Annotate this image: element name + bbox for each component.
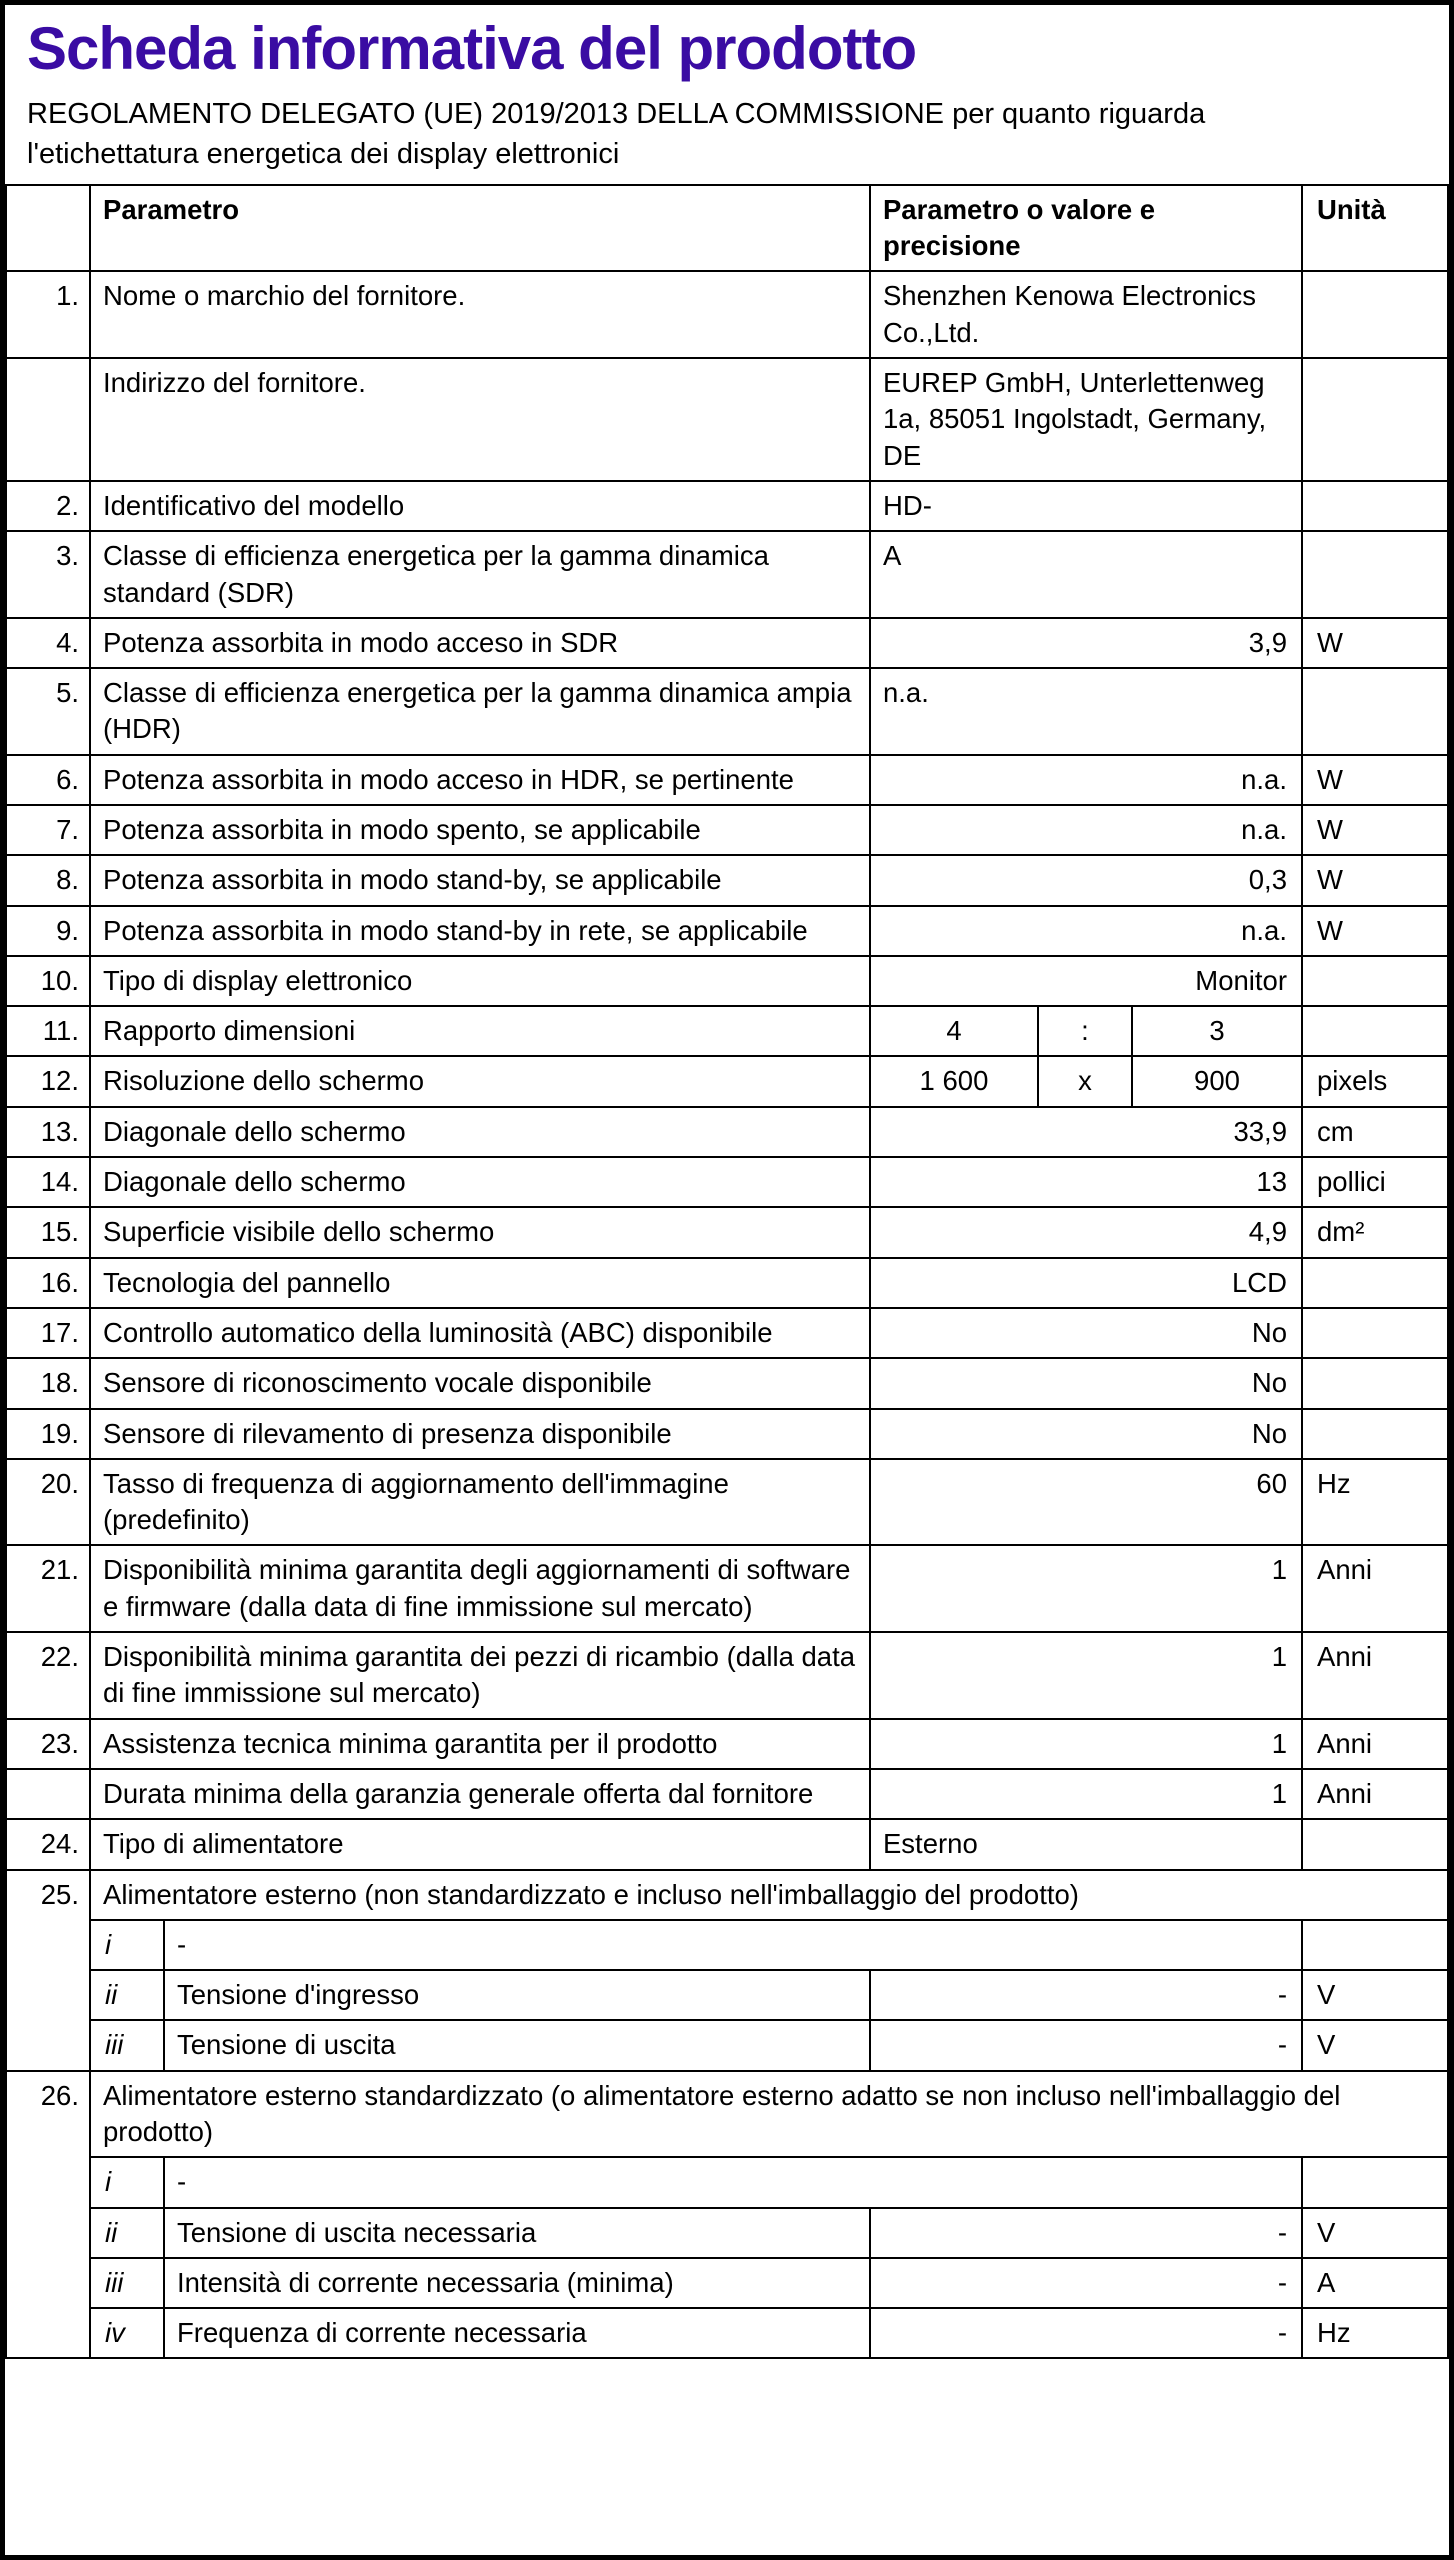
table-row [6,531,1448,618]
value-cell: HD- [870,481,1302,531]
row-number-cell: 13. [6,1107,90,1157]
unit-cell [1302,1920,1448,1970]
unit-cell [1302,1308,1448,1358]
unit-cell [1302,956,1448,1006]
table-row [6,1970,1448,2020]
row-number-cell: 10. [6,956,90,1006]
table-row [6,271,1448,358]
table-row [6,1632,1448,1719]
table-row [6,755,1448,805]
row-number-cell: 3. [6,531,90,618]
table-row [6,1719,1448,1769]
row-number-cell: 18. [6,1358,90,1408]
parameter-cell: Tecnologia del pannello [90,1258,870,1308]
parameter-cell: Potenza assorbita in modo acceso in HDR, se pertinente [90,755,870,805]
row-number-cell: 7. [6,805,90,855]
table-row [6,2157,1448,2207]
header-parametro: Parametro [90,185,870,272]
row-number-cell: 20. [6,1459,90,1546]
header-valore: Parametro o valore e precisione [870,185,1302,272]
parameter-cell: Tensione d'ingresso [164,1970,870,2020]
table-row [6,1006,1448,1056]
value-cell: n.a. [870,668,1302,755]
row-number-cell: 26. [6,2071,90,2359]
parameter-cell: Controllo automatico della luminosità (ABC) disponibile [90,1308,870,1358]
parameter-cell: Sensore di riconoscimento vocale disponibile [90,1358,870,1408]
sub-index-cell: ii [90,1970,164,2020]
unit-cell: pollici [1302,1157,1448,1207]
table-header-row [6,185,1448,272]
unit-cell: Hz [1302,2308,1448,2358]
table-row [6,1870,1448,1920]
table-row [6,1107,1448,1157]
row-number-cell: 11. [6,1006,90,1056]
value-cell: EUREP GmbH, Unterlettenweg 1a, 85051 Ingolstadt, Germany, DE [870,358,1302,481]
unit-cell: Anni [1302,1719,1448,1769]
value-cell-b: 3 [1132,1006,1302,1056]
row-number-cell: 8. [6,855,90,905]
value-cell: No [870,1358,1302,1408]
parameter-cell: Potenza assorbita in modo acceso in SDR [90,618,870,668]
unit-cell: V [1302,1970,1448,2020]
unit-cell [1302,271,1448,358]
value-cell: n.a. [870,805,1302,855]
parameter-cell: Diagonale dello schermo [90,1107,870,1157]
row-number-cell: 19. [6,1409,90,1459]
unit-cell [1302,2157,1448,2207]
fiche-header [5,5,1449,184]
value-cell: No [870,1308,1302,1358]
parameter-cell: Disponibilità minima garantita degli aggiornamenti di software e firmware (dalla data di fine immissione sul mercato) [90,1545,870,1632]
table-row [6,1819,1448,1869]
value-cell-b: 900 [1132,1056,1302,1106]
page-title: Scheda informativa del prodotto [27,15,917,82]
parameter-cell: Assistenza tecnica minima garantita per il prodotto [90,1719,870,1769]
table-row [6,618,1448,668]
value-cell: 1 [870,1719,1302,1769]
table-row [6,1920,1448,1970]
unit-cell [1302,1258,1448,1308]
parameter-cell: Nome o marchio del fornitore. [90,271,870,358]
unit-cell: dm² [1302,1207,1448,1257]
unit-cell: Anni [1302,1632,1448,1719]
unit-cell: A [1302,2258,1448,2308]
table-row [6,906,1448,956]
row-number-cell: 17. [6,1308,90,1358]
sub-index-cell: iv [90,2308,164,2358]
table-row [6,1157,1448,1207]
header-unita: Unità [1302,185,1448,272]
table-row [6,1358,1448,1408]
parameter-cell: Potenza assorbita in modo stand-by in rete, se applicabile [90,906,870,956]
table-row [6,2020,1448,2070]
value-cell: 60 [870,1459,1302,1546]
row-number-cell: 2. [6,481,90,531]
table-row [6,1056,1448,1106]
table-row [6,1459,1448,1546]
parameter-cell: Tipo di display elettronico [90,956,870,1006]
table-row [6,481,1448,531]
value-cell: No [870,1409,1302,1459]
table-row [6,855,1448,905]
unit-cell [1302,1819,1448,1869]
value-cell: Esterno [870,1819,1302,1869]
row-number-cell: 6. [6,755,90,805]
unit-cell: V [1302,2208,1448,2258]
unit-cell: Anni [1302,1545,1448,1632]
unit-cell [1302,358,1448,481]
table-row [6,2308,1448,2358]
page-subtitle: REGOLAMENTO DELEGATO (UE) 2019/2013 DELLA COMMISSIONE per quanto riguarda l'etichettatura energetica dei display elettronici [27,97,1206,170]
parameter-cell: Intensità di corrente necessaria (minima) [164,2258,870,2308]
row-number-cell: 15. [6,1207,90,1257]
section-title-cell: Alimentatore esterno (non standardizzato e incluso nell'imballaggio del prodotto) [90,1870,1448,1920]
row-number-cell: 1. [6,271,90,358]
row-number-cell: 5. [6,668,90,755]
parameter-cell: Classe di efficienza energetica per la gamma dinamica standard (SDR) [90,531,870,618]
sub-index-cell: i [90,1920,164,1970]
row-number-cell: 9. [6,906,90,956]
parameter-cell: Superficie visibile dello schermo [90,1207,870,1257]
sub-index-cell: iii [90,2258,164,2308]
parameter-cell: Tensione di uscita [164,2020,870,2070]
value-cell: - [870,2308,1302,2358]
value-cell: 3,9 [870,618,1302,668]
parameter-cell: Classe di efficienza energetica per la gamma dinamica ampia (HDR) [90,668,870,755]
parameter-cell: Diagonale dello schermo [90,1157,870,1207]
unit-cell: Hz [1302,1459,1448,1546]
parameter-cell: Tipo di alimentatore [90,1819,870,1869]
row-number-cell [6,358,90,481]
row-number-cell: 14. [6,1157,90,1207]
table-row [6,1545,1448,1632]
row-number-cell: 16. [6,1258,90,1308]
value-cell: - [164,2157,1302,2207]
value-cell: Monitor [870,956,1302,1006]
unit-cell [1302,531,1448,618]
unit-cell: W [1302,805,1448,855]
unit-cell: pixels [1302,1056,1448,1106]
value-cell: n.a. [870,755,1302,805]
value-cell: - [870,2208,1302,2258]
parameter-cell: Risoluzione dello schermo [90,1056,870,1106]
value-cell-a: 4 [870,1006,1038,1056]
row-number-cell: 4. [6,618,90,668]
parameter-cell: Frequenza di corrente necessaria [164,2308,870,2358]
row-number-cell [6,1769,90,1819]
unit-cell: V [1302,2020,1448,2070]
table-row [6,805,1448,855]
table-row [6,1409,1448,1459]
row-number-cell: 23. [6,1719,90,1769]
parameter-cell: Disponibilità minima garantita dei pezzi di ricambio (dalla data di fine immissione sul mercato) [90,1632,870,1719]
value-cell-a: 1 600 [870,1056,1038,1106]
sub-index-cell: i [90,2157,164,2207]
table-row [6,1258,1448,1308]
parameter-cell: Rapporto dimensioni [90,1006,870,1056]
row-number-cell: 25. [6,1870,90,2071]
unit-cell [1302,481,1448,531]
parameter-cell: Sensore di rilevamento di presenza disponibile [90,1409,870,1459]
table-row [6,668,1448,755]
unit-cell [1302,1409,1448,1459]
parameter-cell: Identificativo del modello [90,481,870,531]
sub-index-cell: iii [90,2020,164,2070]
value-cell: - [870,2020,1302,2070]
value-cell: 1 [870,1545,1302,1632]
table-row [6,1308,1448,1358]
value-cell-separator: : [1038,1006,1132,1056]
value-cell: A [870,531,1302,618]
unit-cell [1302,668,1448,755]
unit-cell [1302,1358,1448,1408]
header-empty-cell [6,185,90,272]
unit-cell: W [1302,618,1448,668]
parameter-cell: Tasso di frequenza di aggiornamento dell'immagine (predefinito) [90,1459,870,1546]
value-cell: n.a. [870,906,1302,956]
value-cell: 1 [870,1632,1302,1719]
table-row [6,2208,1448,2258]
unit-cell: cm [1302,1107,1448,1157]
row-number-cell: 22. [6,1632,90,1719]
unit-cell: W [1302,755,1448,805]
parameter-cell: Potenza assorbita in modo spento, se applicabile [90,805,870,855]
value-cell: - [164,1920,1302,1970]
table-row [6,2258,1448,2308]
parameter-cell: Tensione di uscita necessaria [164,2208,870,2258]
value-cell: LCD [870,1258,1302,1308]
value-cell: - [870,1970,1302,2020]
unit-cell: W [1302,855,1448,905]
unit-cell: Anni [1302,1769,1448,1819]
value-cell: 33,9 [870,1107,1302,1157]
table-row [6,1207,1448,1257]
table-row [6,1769,1448,1819]
table-row [6,358,1448,481]
parameter-cell: Potenza assorbita in modo stand-by, se applicabile [90,855,870,905]
value-cell: 0,3 [870,855,1302,905]
unit-cell [1302,1006,1448,1056]
parameter-cell: Indirizzo del fornitore. [90,358,870,481]
unit-cell: W [1302,906,1448,956]
table-row [6,2071,1448,2158]
value-cell: 1 [870,1769,1302,1819]
table-row [6,956,1448,1006]
value-cell-separator: x [1038,1056,1132,1106]
parameter-cell: Durata minima della garanzia generale offerta dal fornitore [90,1769,870,1819]
value-cell: Shenzhen Kenowa Electronics Co.,Ltd. [870,271,1302,358]
row-number-cell: 21. [6,1545,90,1632]
row-number-cell: 24. [6,1819,90,1869]
value-cell: 4,9 [870,1207,1302,1257]
product-parameters-table [5,184,1449,2360]
row-number-cell: 12. [6,1056,90,1106]
sub-index-cell: ii [90,2208,164,2258]
section-title-cell: Alimentatore esterno standardizzato (o alimentatore esterno adatto se non incluso nell'imballaggio del prodotto) [90,2071,1448,2158]
value-cell: - [870,2258,1302,2308]
value-cell: 13 [870,1157,1302,1207]
